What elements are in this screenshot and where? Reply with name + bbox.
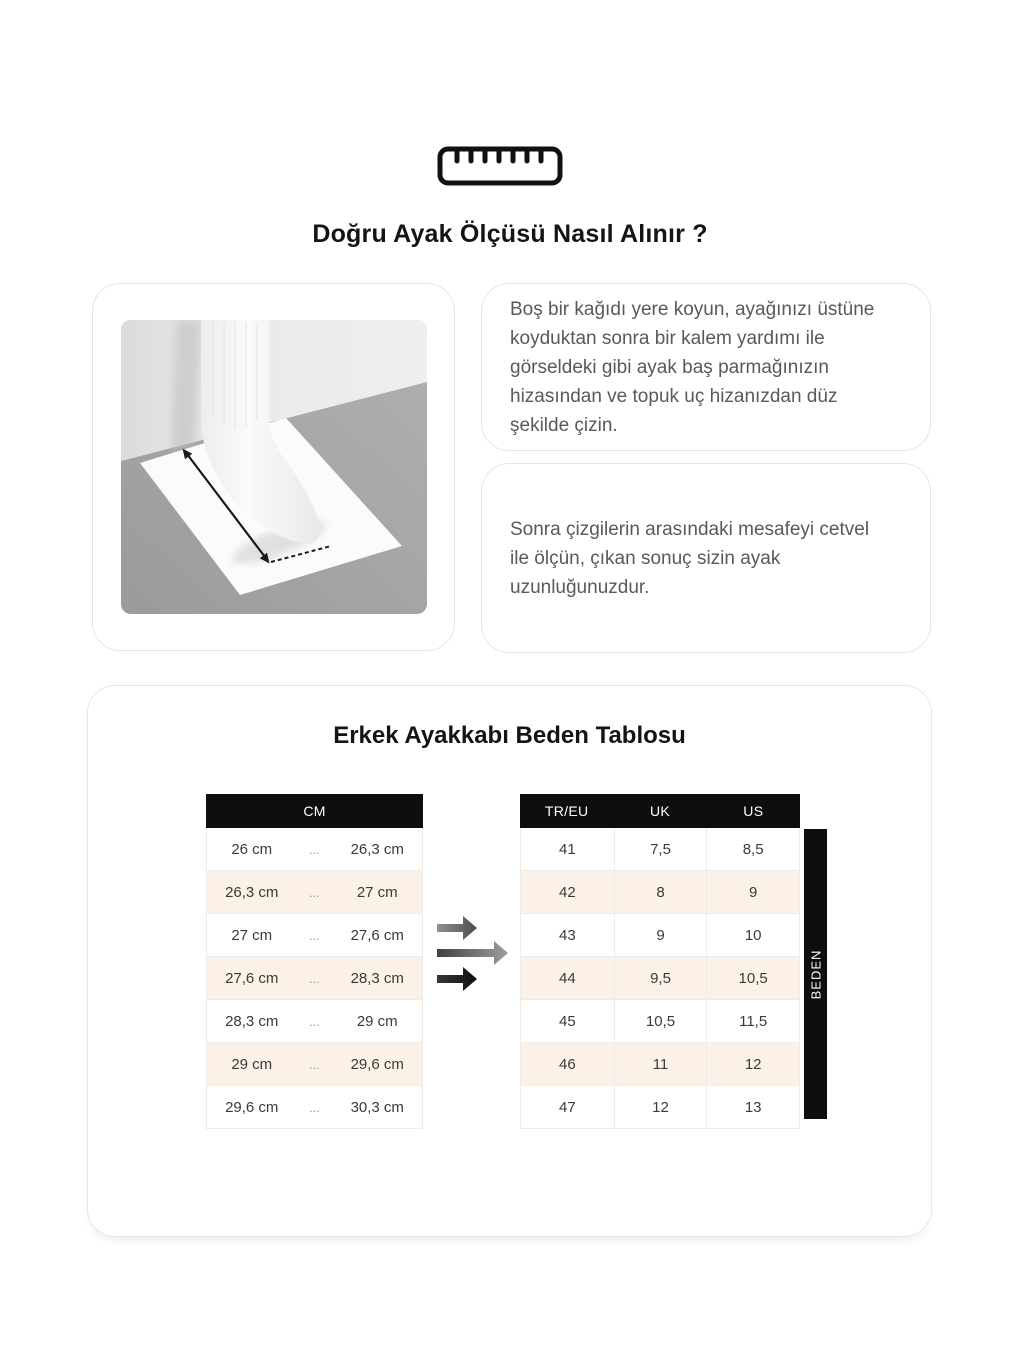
- size-table-row: 46 11 12: [521, 1042, 799, 1085]
- beden-side-label: BEDEN: [804, 829, 827, 1119]
- conversion-arrows-icon: [436, 912, 512, 992]
- cm-table: [206, 794, 423, 1129]
- range-dots: ...: [309, 1099, 320, 1115]
- foot-measurement-photo: [121, 320, 427, 614]
- size-table-row: 42 8 9: [521, 870, 799, 913]
- size-table-row: 43 9 10: [521, 913, 799, 956]
- cm-table-row: 28,3 cm ... 29 cm: [207, 999, 422, 1042]
- cm-table-row: 26 cm ... 26,3 cm: [207, 828, 422, 870]
- page-title: Doğru Ayak Ölçüsü Nasıl Alınır ?: [312, 220, 708, 248]
- range-dots: ...: [309, 841, 320, 857]
- range-dots: ...: [309, 884, 320, 900]
- foot-measurement-photo-card: [92, 283, 455, 651]
- cm-table-row: 26,3 cm ... 27 cm: [207, 870, 422, 913]
- range-dots: ...: [309, 927, 320, 943]
- range-dots: ...: [309, 970, 320, 986]
- ruler-icon: [437, 146, 563, 186]
- size-table-title: Erkek Ayakkabı Beden Tablosu: [333, 722, 686, 749]
- size-table-row: 47 12 13: [521, 1085, 799, 1128]
- range-dots: ...: [309, 1056, 320, 1072]
- instruction-step-1-text: Boş bir kağıdı yere koyun, ayağınızı üstüne koyduktan sonra bir kalem yardımı ile görseldeki gibi ayak baş parmağınızın hizasından ve topuk uç hizanızdan düz şekilde çizin.: [510, 298, 875, 436]
- size-table-header-us: US: [707, 794, 800, 828]
- cm-table-row: 27,6 cm ... 28,3 cm: [207, 956, 422, 999]
- size-table-row: 45 10,5 11,5: [521, 999, 799, 1042]
- instruction-step-1-card: [481, 283, 931, 451]
- size-table-header-treu: TR/EU: [520, 794, 613, 828]
- cm-table-row: 27 cm ... 27,6 cm: [207, 913, 422, 956]
- size-conversion-table: [520, 794, 800, 1129]
- instruction-step-2-card: [481, 463, 931, 653]
- instruction-step-2-text: Sonra çizgilerin arasındaki mesafeyi cetvel ile ölçün, çıkan sonuç sizin ayak uzunluğunuzdur.: [510, 518, 870, 598]
- cm-table-row: 29,6 cm ... 30,3 cm: [207, 1085, 422, 1128]
- cm-table-row: 29 cm ... 29,6 cm: [207, 1042, 422, 1085]
- cm-table-header: CM: [206, 794, 423, 828]
- size-table-card: [87, 685, 932, 1237]
- size-table-row: 41 7,5 8,5: [521, 828, 799, 870]
- size-table-header-uk: UK: [613, 794, 706, 828]
- range-dots: ...: [309, 1013, 320, 1029]
- size-table-row: 44 9,5 10,5: [521, 956, 799, 999]
